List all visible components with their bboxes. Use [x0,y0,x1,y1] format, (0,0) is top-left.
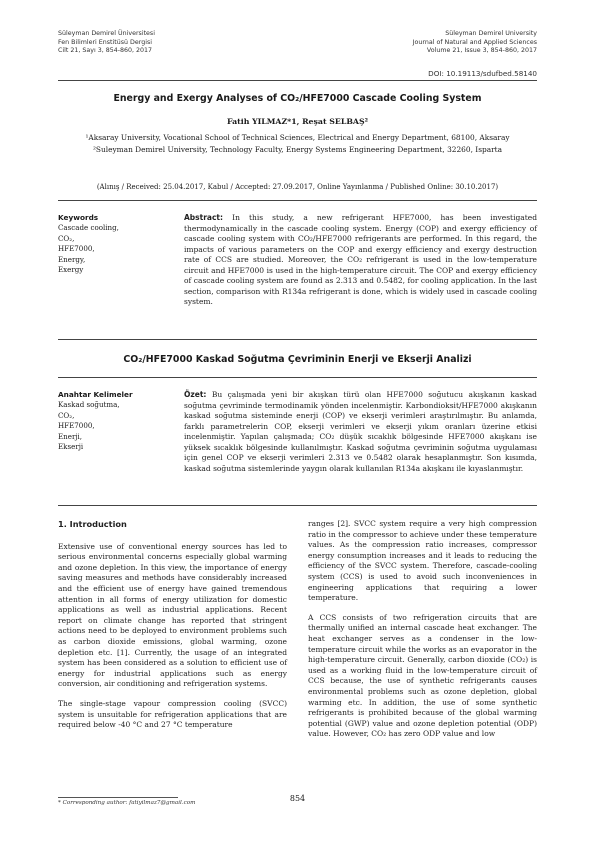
keyword: HFE7000, [58,421,95,431]
paper-title-tr: CO₂/HFE7000 Kaskad Soğutma Çevriminin Enerji ve Ekserji Analizi [123,354,472,365]
header-line: Cilt 21, Sayı 3, 854-860, 2017 [58,47,153,55]
header-line: Journal of Natural and Applied Sciences [412,38,537,46]
keyword: CO₂, [58,233,75,243]
abstract-tr [184,390,537,474]
keyword: CO₂, [58,410,75,420]
header-rule [58,80,537,81]
publication-dates: (Alınış / Received: 25.04.2017, Kabul / Accepted: 27.09.2017, Online Yayınlanma / Published Online: 30.10.2017) [96,183,499,191]
authors: Fatih YILMAZ*1, Reşat SELBAŞ² [226,117,369,126]
keyword: Energy, [58,254,86,264]
paragraph: The single-stage vapour compression cooling (SVCC) system is unsuitable for refrigeration applications that are required below -40 °C and 27 °C temperature [58,698,287,730]
abstract-text: In this study, a new refrigerant HFE7000, has been investigated thermodynamically in the cascade cooling system. Energy (COP) and exergy efficiency of cascade cooling system with CO₂/HFE7000 refrigerants are performed. In this regard, the impacts of various parameters on the COP and exergy efficiency and exergy destruction rate of CCS are studied. Moreover, the CO₂ refrigerant is used in the low-temperature circuit and HFE7000 is used in the high-temperature circuit. The COP and exergy efficiency of cascade cooling system are found as 2.313 and 0.5482, for cooling application. In the last section, comparison with R134a refrigerant is done, which is widely used in cascade cooling system. [184,213,537,306]
keywords-heading: Keywords [58,213,99,222]
ozet-rule-top [58,377,537,378]
abstract-label: Abstract: [184,213,224,222]
paragraph: Extensive use of conventional energy sources has led to serious environmental concerns especially global warming and ozone depletion. In this view, the importance of energy saving measures and methods have considerably increased and the efficient use of energy have gained tremendous attention in all forms of energy utilization for domestic applications as well as industrial applications. Recent report on climate change has reported that stringent actions need to be deployed to environment problems such as carbon dioxide emissions, global warming, ozone depletion etc. [1]. Currently, the usage of an integrated system has been considered as a solution to efficient use of energy for industrial applications such as energy conversion, air conditioning and refrigeration systems. [58,541,287,689]
keywords-en [58,213,170,275]
affiliation-2: ²Suleyman Demirel University, Technology Faculty, Energy Systems Engineering Department, 32260, Isparta [92,145,503,154]
header-line: Volume 21, Issue 3, 854-860, 2017 [426,47,537,55]
section-heading-introduction: 1. Introduction [58,519,127,529]
keyword: Cascade cooling, [58,223,119,233]
paragraph: ranges [2]. SVCC system require a very high compression ratio in the compressor to achieve under these temperature values. As the compression ratio increases, compressor energy consumption increases and it leads to reducing the efficiency of the SVCC system. Therefore, cascade-cooling system (CCS) is used to avoid such inconveniences in engineering applications that requiring a lower temperature. [308,519,537,603]
page-number: 854 [289,794,306,803]
keyword: Enerji, [58,431,83,441]
keyword: HFE7000, [58,244,95,254]
doi[interactable]: DOI: 10.19113/sdufbed.58140 [428,69,537,78]
corresponding-author-footnote: * Corresponding author: fatiyilmaz7@gmail.com [58,800,196,806]
keyword: Ekserji [58,442,84,452]
paper-title-en: Energy and Exergy Analyses of CO₂/HFE7000 Cascade Cooling System [113,93,482,104]
journal-header-en [413,30,537,56]
ozet-text: Bu çalışmada yeni bir akışkan türü olan HFE7000 soğutucu akışkanın kaskad soğutma çevriminde termodinamik yönden incelenmiştir. Karbondioksit/HFE7000 akışkanın kaskad soğutma sisteminde enerji (COP) ve ekserji verimleri araştırılmıştır. Bu anlamda, farklı parametrelerin COP, ekserji verimleri ve ekserji yıkım oranları üzerine etkisi incelenmiştir. Yapılan çalışmada; CO₂ düşük sıcaklık bölgesinde HFE7000 akışkanı ise yüksek sıcaklık bölgesinde kullanılmıştır. Kaskad soğutma çevriminin soğutma uygulaması için genel COP ve ekserji verimleri 2.313 ve 0.5482 olarak hesaplanmıştır. Son kısımda, kaskad soğutma sistemlerinde yaygın olarak kullanılan R134a akışkanı ile kıyaslanmıştır. [184,390,537,473]
affiliation-1: ¹Aksaray University, Vocational School of Technical Sciences, Electrical and Energy Department, 68100, Aksaray [85,133,510,142]
header-line: Süleyman Demirel University [445,30,537,37]
body-column-left [58,519,287,740]
ozet-label: Özet: [184,390,207,399]
header-line: Fen Bilimleri Enstitüsü Dergisi [58,38,152,46]
header-line: Süleyman Demirel Üniversitesi [58,30,155,37]
keyword: Kaskad soğutma, [58,400,120,410]
keywords-tr [58,390,170,452]
abstract-en [184,213,537,308]
paragraph: A CCS consists of two refrigeration circuits that are thermally unified an internal cascade heat exchanger. The heat exchanger serves as a condenser in the low-temperature circuit while the works as an evaporator in the high-temperature circuit. Generally, carbon dioxide (CO₂) is used as a working fluid in the low-temperature circuit of CCS because, the use of synthetic refrigerants causes environmental problems such as ozone depletion, global warming etc. In addition, the use of some synthetic refrigerants is prohibited because of the global warming potential (GWP) value and ozone depletion potential (ODP) value. However, CO₂ has zero ODP value and low [308,612,537,739]
ozet-rule-bottom [58,505,537,506]
keywords-heading: Anahtar Kelimeler [58,390,133,399]
journal-header-tr [58,30,155,56]
abstract-rule-top [58,200,537,201]
keyword: Exergy [58,265,84,275]
abstract-rule-bottom [58,339,537,340]
body-column-right [308,519,537,749]
